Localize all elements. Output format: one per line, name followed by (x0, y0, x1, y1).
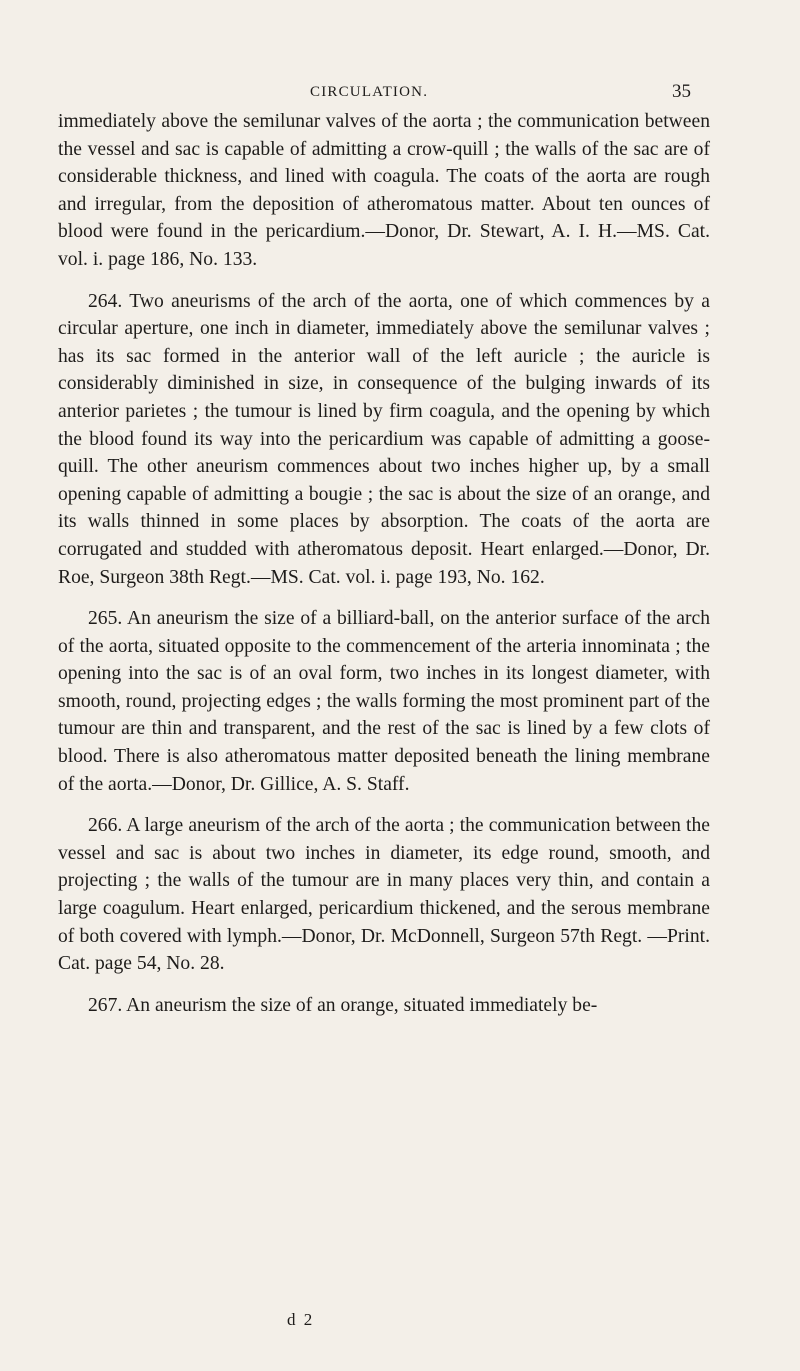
paragraph-entry-264: 264. Two aneurisms of the arch of the aorta, one of which commences by a circular aperture, one inch in diameter, immediately above the semilunar valves ; has its sac formed in the anterior wall of the left auricle ; the auricle is considerably diminished in size, in consequence of the bulging inwards of its anterior parietes ; the tumour is lined by firm coagula, and the opening by which the blood found its way into the pericardium was capable of admitting a goose-quill. The other aneurism commences about two inches higher up, by a small opening capable of admitting a bougie ; the sac is about the size of an orange, and its walls thinned in some places by absorption. The coats of the aorta are corrugated and studded with atheromatous deposit. Heart enlarged.—Donor, Dr. Roe, Surgeon 38th Regt.—MS. Cat. vol. i. page 193, No. 162. (58, 290, 710, 588)
paragraph-entry-267: 267. An aneurism the size of an orange, situated immediately be- (88, 994, 598, 1016)
running-title: CIRCULATION. (310, 84, 429, 100)
paragraph-entry-265: 265. An aneurism the size of a billiard-ball, on the anterior surface of the arch of the aorta, situated opposite to the commencement of the arteria innominata ; the opening into the sac is of an oval form, two inches in its longest diameter, with smooth, round, projecting edges ; the walls forming the most prominent part of the tumour are thin and transparent, and the rest of the sac is lined by a few clots of blood. There is also atheromatous matter deposited beneath the lining membrane of the aorta.—Donor, Dr. Gillice, A. S. Staff. (58, 608, 710, 795)
paragraph-entry-266: 266. A large aneurism of the arch of the aorta ; the communication between the vessel and sac is about two inches in diameter, its edge round, smooth, and projecting ; the walls of the tumour are in many places very thin, and contain a large coagulum. Heart enlarged, pericardium thickened, and the serous membrane of both covered with lymph.—Donor, Dr. McDonnell, Surgeon 57th Regt. —Print. Cat. page 54, No. 28. (58, 815, 710, 975)
signature-mark: d 2 (287, 1310, 315, 1329)
body-text (58, 108, 710, 1019)
page-number: 35 (672, 81, 691, 102)
running-head (0, 81, 800, 108)
paragraph-continued: immediately above the semilunar valves of the aorta ; the communication between the vessel and sac is capable of admitting a crow-quill ; the walls of the sac are of considerable thickness, and lined with coagula. The coats of the aorta are rough and irregular, from the deposition of atheromatous matter. About ten ounces of blood were found in the pericardium.—Donor, Dr. Stewart, A. I. H.—MS. Cat. vol. i. page 186, No. 133. (58, 111, 710, 270)
